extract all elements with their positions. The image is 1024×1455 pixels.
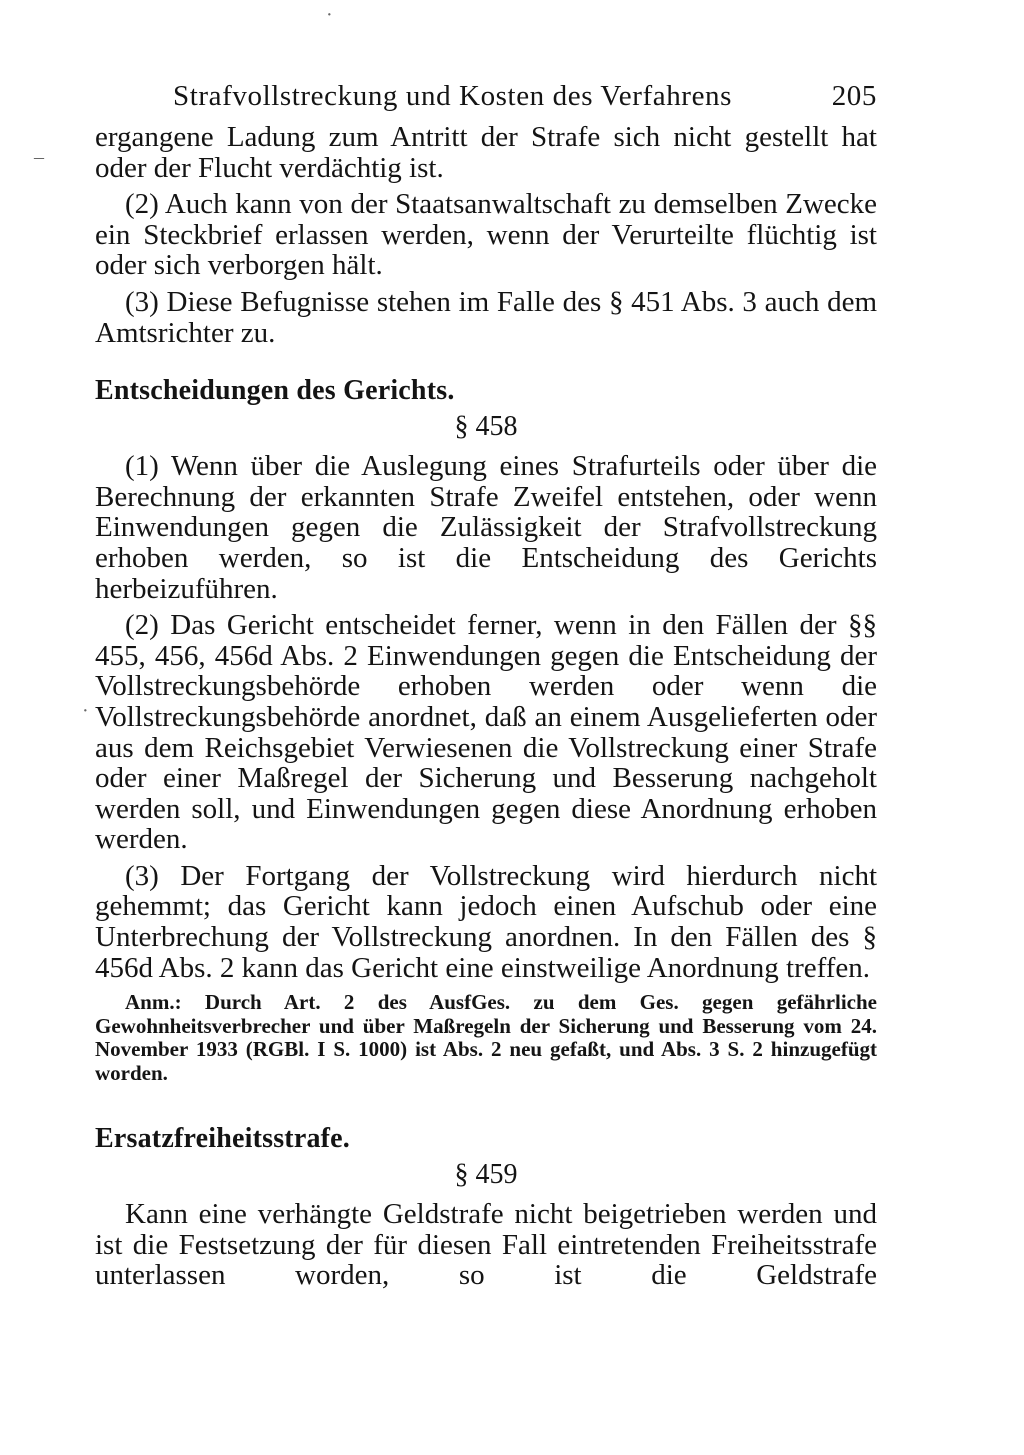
paragraph-2: (2) Auch kann von der Staatsanwaltschaft zu demselben Zwecke ein Steckbrief erlassen werden, wenn der Verurteilte flüchtig ist oder sich verborgen hält. [95, 188, 877, 282]
margin-mark-left: – [34, 146, 44, 168]
section-458-paragraph-1: (1) Wenn über die Auslegung eines Strafurteils oder über die Berechnung der erkannten Strafe Zweifel entstehen, oder wenn Einwendungen gegen die Zulässigkeit der Strafvollstreckung erhoben werden, so ist die Entscheidung des Gerichts herbeizuführen. [95, 450, 877, 605]
section-459-paragraph-1: Kann eine verhängte Geldstrafe nicht beigetrieben werden und ist die Festsetzung der für diesen Fall eintretenden Freiheitsstrafe unterlassen worden, so ist die Geldstrafe [95, 1198, 877, 1292]
margin-mark-left-lower: · [82, 700, 89, 722]
annotation-note [95, 991, 877, 1085]
document-page [95, 78, 877, 1291]
annotation-label: Anm.: [125, 990, 182, 1015]
running-head-title: Strafvollstreckung und Kosten des Verfahrens [173, 80, 733, 112]
annotation-text: Durch Art. 2 des AusfGes. zu dem Ges. gegen gefährliche Gewohnheitsverbrecher und über Maßregeln der Sicherung und Besserung vom 24. November 1933 (RGBl. I S. 1000) ist Abs. 2 neu gefaßt, und Abs. 3 S. 2 hinzugefügt worden. [95, 990, 878, 1085]
section-458-paragraph-3: (3) Der Fortgang der Vollstreckung wird hierdurch nicht gehemmt; das Gericht kann jedoch einen Aufschub oder eine Unterbrechung der Vollstreckung anordnen. In den Fällen des § 456d Abs. 2 kann das Gericht eine einstweilige Anordnung treffen. [95, 859, 877, 984]
section-458-paragraph-2: (2) Das Gericht entscheidet ferner, wenn in den Fällen der §§ 455, 456, 456d Abs. 2 Einwendungen gegen die Entscheidung der Vollstreckungsbehörde erhoben werden oder wenn die Vollstreckungsbehörde anordnet, daß an einem Ausgelieferten oder aus dem Reichsgebiet Verwiesenen die Vollstreckung einer Strafe oder einer Maßregel der Sicherung und Besserung nachgeholt werden soll, und Einwendungen gegen diese Anordnung erhoben werden. [95, 609, 877, 856]
continuation-paragraph: ergangene Ladung zum Antritt der Strafe sich nicht gestellt hat oder der Flucht verdächtig ist. [95, 121, 877, 184]
heading-ersatzfreiheitsstrafe: Ersatzfreiheitsstrafe. [95, 1123, 351, 1155]
section-458-number: § 458 [454, 411, 518, 443]
paragraph-3: (3) Diese Befugnisse stehen im Falle des § 451 Abs. 3 auch dem Amtsrichter zu. [95, 285, 877, 349]
margin-mark-top: · [326, 4, 333, 26]
running-head [95, 78, 877, 122]
heading-entscheidungen: Entscheidungen des Gerichts. [95, 375, 455, 407]
page-number: 205 [831, 80, 877, 112]
section-459-number: § 459 [454, 1159, 518, 1191]
